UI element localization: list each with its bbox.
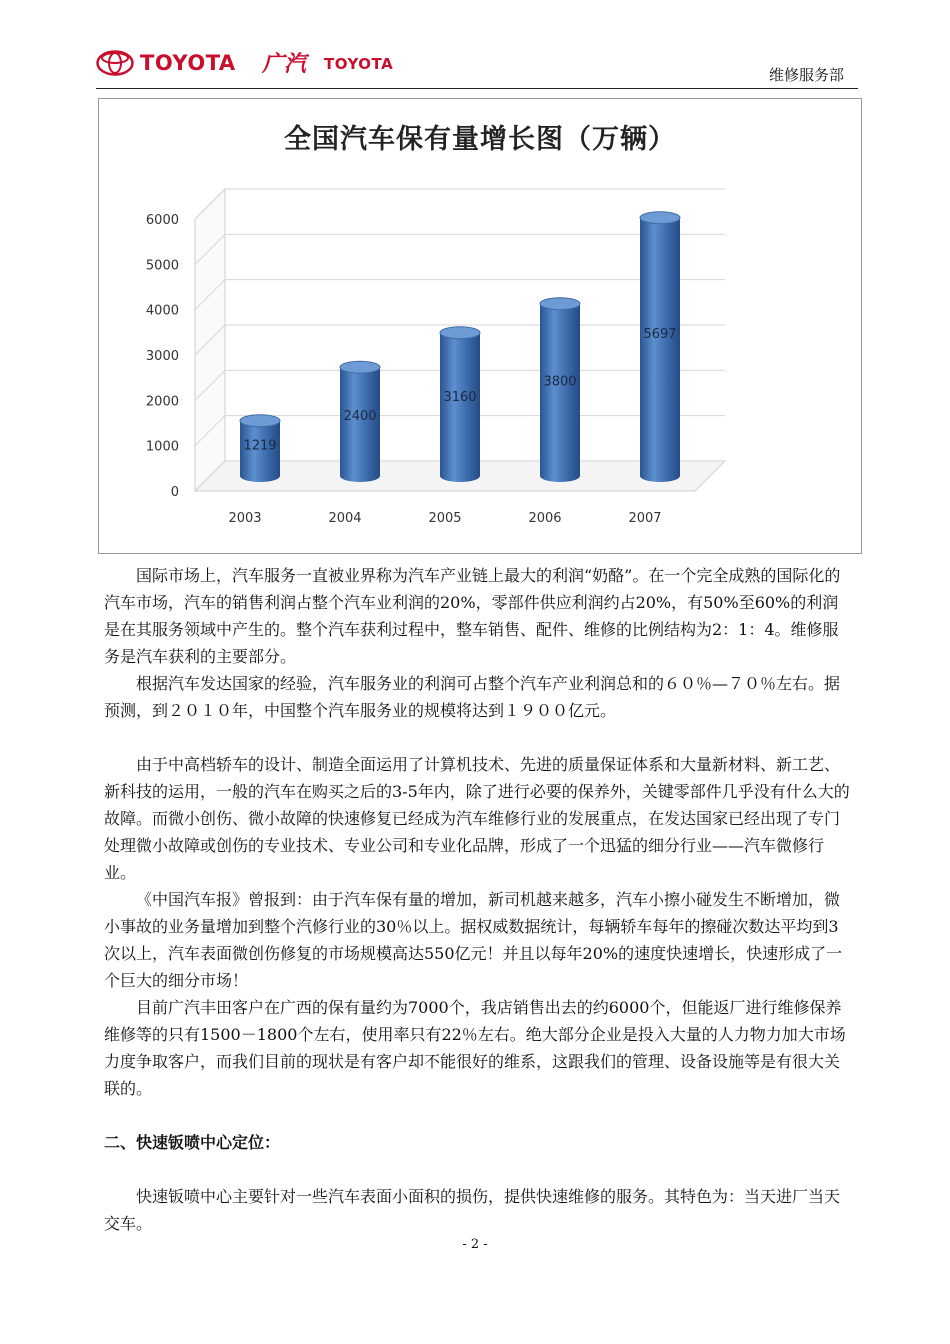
paragraph: 《中国汽车报》曾报到：由于汽车保有量的增加，新司机越来越多，汽车小擦小碰发生不断增加，微小事故的业务量增加到整个汽修行业的30％以上。据权威数据统计，每辆轿车每年的擦碰次数达平均到3次以上，汽车表面微创伤修复的市场规模高达550亿元！并且以每年20%的速度快速增长，快速形成了一个巨大的细分市场！	[104, 890, 843, 990]
data-label: 2400	[343, 409, 377, 425]
bar-top-2005	[440, 327, 480, 339]
data-label: 3800	[543, 374, 577, 390]
y-tick-label: 3000	[145, 349, 179, 364]
toyota-logo-text: TOYOTA	[140, 51, 236, 75]
y-tick-label: 0	[170, 485, 179, 500]
paragraph: 目前广汽丰田客户在广西的保有量约为7000个，我店销售出去的约6000个，但能返厂进行维修保养维修等的只有1500－1800个左右，使用率只有22％左右。绝大部分企业是投入大量的人力物力加大市场力度争取客户，而我们目前的现状是有客户却不能很好的维系，这跟我们的管理、设备设施等是有很大关联的。	[104, 998, 846, 1098]
section-heading: 二、快速钣喷中心定位：	[104, 1133, 281, 1152]
bar-top-2007	[640, 212, 680, 224]
gac-toyota-logo-text: TOYOTA	[324, 55, 394, 73]
x-tick-label: 2004	[328, 511, 362, 526]
page-number: - 2 -	[462, 1237, 488, 1252]
gac-logo-text: 广汽	[262, 52, 307, 77]
x-tick-label: 2003	[228, 511, 262, 526]
department-label: 维修服务部	[768, 66, 844, 84]
bar-2007	[640, 218, 680, 482]
data-label: 5697	[643, 326, 677, 342]
article-body	[104, 562, 852, 1237]
chart-title: 全国汽车保有量增长图（万辆）	[284, 124, 676, 155]
paragraph: 由于中高档轿车的设计、制造全面运用了计算机技术、先进的质量保证体系和大量新材料、新工艺、新科技的运用，一般的汽车在购买之后的3-5年内，除了进行必要的保养外，关键零部件几乎没有什么大的故障。而微小创伤、微小故障的快速修复已经成为汽车维修行业的发展重点，在发达国家已经出现了专门处理微小故障或创伤的专业技术、专业公司和专业化品牌，形成了一个迅猛的细分行业——汽车微修行业。	[104, 755, 850, 882]
bar-2005	[440, 333, 480, 482]
data-label: 3160	[443, 390, 477, 406]
y-tick-label: 1000	[145, 439, 179, 455]
bar-2004	[340, 367, 380, 482]
chart-canvas	[99, 99, 861, 553]
data-label: 1219	[243, 438, 277, 454]
x-tick-label: 2005	[428, 511, 462, 526]
y-tick-label: 5000	[145, 258, 179, 274]
bar-top-2006	[540, 298, 580, 310]
y-tick-label: 2000	[145, 394, 179, 410]
bar-top-2004	[340, 361, 380, 373]
toyota-emblem-icon	[96, 50, 134, 76]
bar-top-2003	[240, 415, 280, 427]
x-tick-label: 2006	[528, 511, 562, 526]
page-header	[96, 44, 856, 88]
y-tick-label: 6000	[145, 213, 179, 228]
x-tick-label: 2007	[628, 511, 662, 526]
paragraph: 国际市场上，汽车服务一直被业界称为汽车产业链上最大的利润“奶酪”。在一个完全成熟的国际化的汽车市场，汽车的销售利润占整个汽车业利润的20%，零部件供应利润约占20%，有50%至60%的利润是在其服务领域中产生的。整个汽车获利过程中，整车销售、配件、维修的比例结构为2：1：4。维修服务是汽车获利的主要部分。	[104, 566, 841, 666]
header-divider	[96, 88, 858, 89]
section-paragraph: 快速钣喷中心主要针对一些汽车表面小面积的损伤，提供快速维修的服务。其特色为：当天进厂当天交车。	[104, 1187, 841, 1233]
y-tick-label: 4000	[145, 303, 179, 319]
bar-2006	[540, 304, 580, 482]
vehicle-ownership-chart	[98, 98, 862, 554]
paragraph: 根据汽车发达国家的经验，汽车服务业的利润可占整个汽车产业利润总和的６０％—７０％左右。据预测，到２０１０年，中国整个汽车服务业的规模将达到１９００亿元。	[104, 674, 841, 720]
